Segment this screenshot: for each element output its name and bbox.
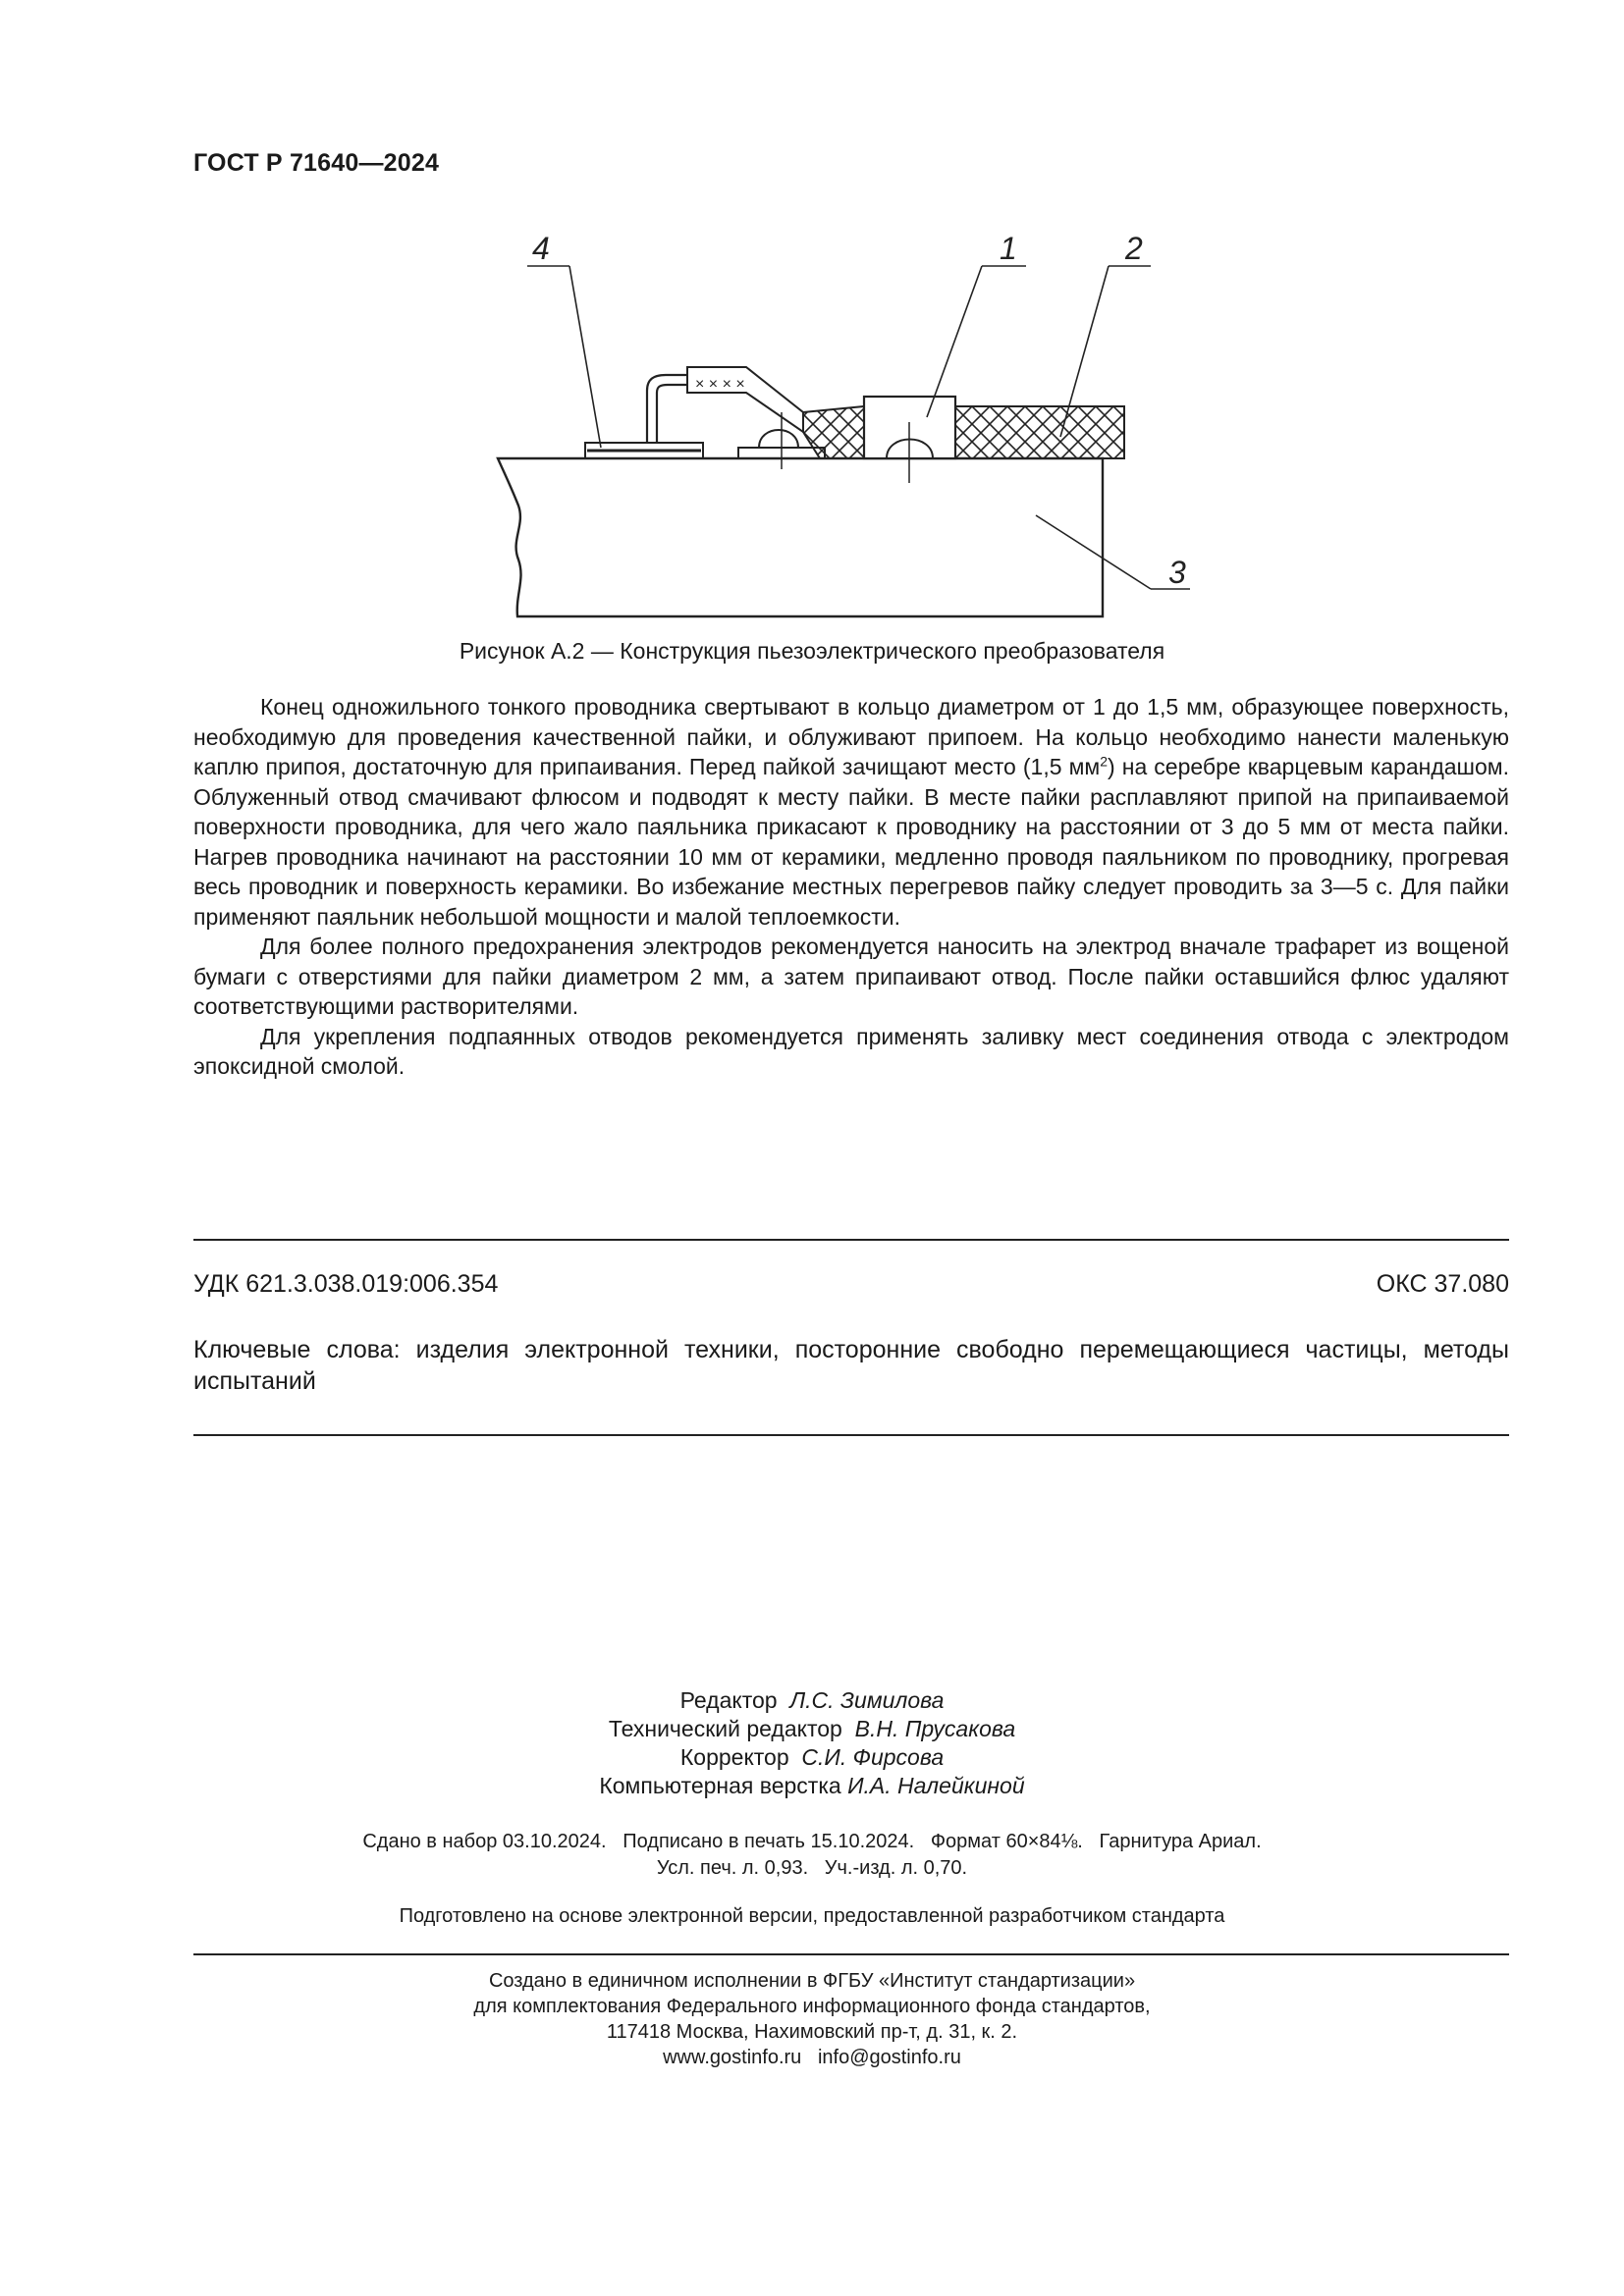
- body-text: [193, 692, 1509, 1082]
- ceramic-body: [498, 458, 1103, 616]
- callout-3: 3: [1168, 555, 1186, 590]
- callout-4: 4: [532, 231, 550, 266]
- oks-code: ОКС 37.080: [1376, 1270, 1509, 1298]
- svg-text:× × × ×: × × × ×: [695, 376, 745, 393]
- paragraph-2: Для более полного предохранения электродов рекомендуется наносить на электрод вначале трафарет из вощеной бумаги с отверстиями для пайки диаметром 2 мм, а затем припаивают отвод. После пайки оставшийся флюс удаляют соответствующими растворителями.: [193, 934, 1509, 1019]
- divider: [193, 1953, 1509, 1955]
- braided-lead: [687, 367, 803, 432]
- publisher-info: Создано в единичном исполнении в ФГБУ «Институт стандартизации» для комплектования Федерального информационного фонда стандартов, 117418 Москва, Нахимовский пр-т, д. 31, к. 2. www.gostinfo.ru info@gostinfo.ru: [0, 1968, 1624, 2070]
- cable-braid: [803, 406, 1124, 458]
- divider: [193, 1434, 1509, 1436]
- standard-code: ГОСТ Р 71640—2024: [193, 149, 440, 177]
- transducer-drawing: [0, 0, 1624, 667]
- prepared-note: Подготовлено на основе электронной версии, предоставленной разработчиком стандарта: [399, 1905, 1225, 1927]
- credit-row: Редактор Л.С. Зимилова: [679, 1687, 945, 1713]
- credit-row: Технический редактор В.Н. Прусакова: [608, 1716, 1016, 1741]
- callout-2: 2: [1125, 231, 1143, 266]
- paragraph-1: Конец одножильного тонкого проводника свертывают в кольцо диаметром от 1 до 1,5 мм, образующее поверхность, необходимую для проведения качественной пайки, и облуживают припоем. На кольцо необходимо нанести маленькую каплю припоя, достаточную для припаивания. Перед пайкой зачищают место (1,5 $мм^2$) на серебре кварцевым карандашом. Облуженный отвод смачивают флюсом и подводят к месту пайки. В месте пайки расплавляют припой на припаиваемой поверхности проводника, для чего жало паяльника прикасают к проводнику на расстоянии от 3 до 5 мм от места пайки. Нагрев проводника начинают на расстоянии 10 мм от керамики, медленно проводя паяльником по проводнику, прогревая весь проводник и поверхность керамики. Во избежание местных перегревов пайку следует проводить за 3—5 с. Для пайки применяют паяльник небольшой мощности и малой теплоемкости.: [193, 694, 1509, 930]
- keywords: Ключевые слова: изделия электронной техники, посторонние свободно перемещающиеся частицы, методы испытаний: [193, 1336, 1509, 1395]
- staff-credits: [0, 1686, 1624, 1800]
- figure-caption: Рисунок А.2 — Конструкция пьезоэлектрического преобразователя: [459, 638, 1165, 664]
- clamp-sleeve: [864, 397, 955, 483]
- electrode-pad: [585, 443, 703, 458]
- callout-1: 1: [1000, 231, 1017, 266]
- publisher-links: www.gostinfo.ru info@gostinfo.ru: [663, 2047, 961, 2068]
- credit-row: Корректор С.И. Фирсова: [679, 1744, 945, 1770]
- paragraph-3: Для укрепления подпаянных отводов рекомендуется применять заливку мест соединения отвода с электродом эпоксидной смолой.: [193, 1023, 1509, 1079]
- credit-row: Компьютерная верстка И.А. Налейкиной: [599, 1773, 1025, 1798]
- lead-wire: [647, 375, 687, 443]
- print-imprint: Сдано в набор 03.10.2024. Подписано в печать 15.10.2024. Формат 60×84⅛. Гарнитура Ариал. Усл. печ. л. 0,93. Уч.-изд. л. 0,70.: [362, 1831, 1262, 1879]
- udk-code: УДК 621.3.038.019:006.354: [193, 1270, 499, 1298]
- divider: [193, 1239, 1509, 1241]
